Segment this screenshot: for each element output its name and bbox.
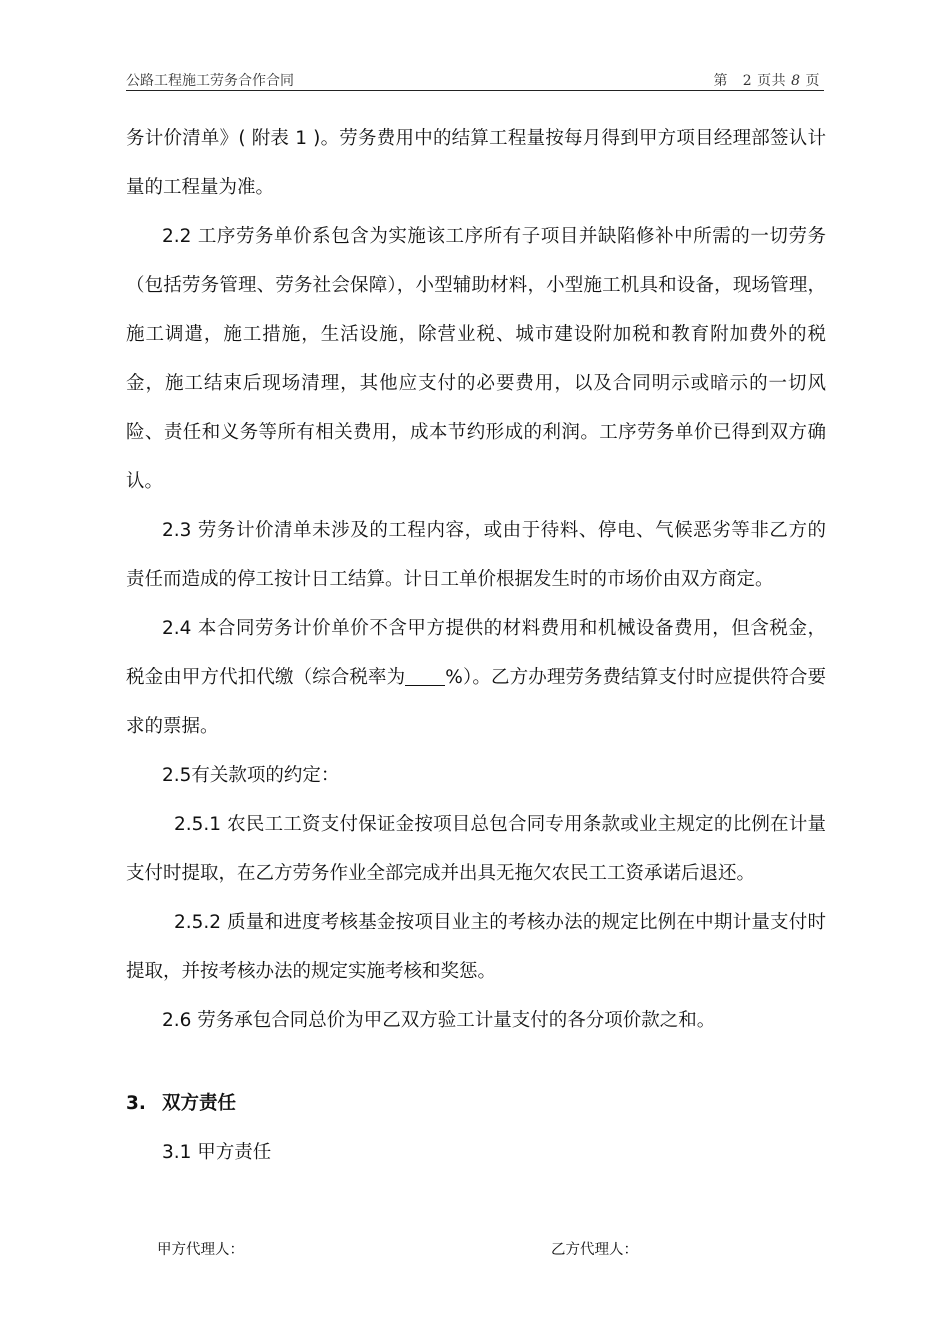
section-title: 双方责任 <box>162 1093 237 1114</box>
clause-3-1: 3.1 甲方责任 <box>162 1142 272 1163</box>
clause-2-5-1: 2.5.1 农民工工资支付保证金按项目总包合同专用条款或业主规定的比例在计量支付时提取，在乙方劳务作业全部完成并出具无拖欠农民工工资承诺后退还。 <box>126 814 826 884</box>
clause-2-6: 2.6 劳务承包合同总价为甲乙双方验工计量支付的各分项价款之和。 <box>162 1010 716 1031</box>
page-header <box>126 68 824 91</box>
header-title: 公路工程施工劳务合作合同 <box>126 73 294 89</box>
party-a-agent-label: 甲方代理人： <box>157 1242 244 1258</box>
clause-2-3: 2.3 劳务计价清单未涉及的工程内容，或由于待料、停电、气候恶劣等非乙方的责任而造成的停工按计日工结算。计日工单价根据发生时的市场价由双方商定。 <box>126 520 826 590</box>
section-number: 3. <box>126 1093 146 1114</box>
page-number: 第 2 页共 8 页 <box>713 73 820 89</box>
clause-2-2: 2.2 工序劳务单价系包含为实施该工序所有子项目并缺陷修补中所需的一切劳务（包括劳务管理、劳务社会保障），小型辅助材料，小型施工机具和设备，现场管理，施工调遣，施工措施，生活设施，除营业税、城市建设附加税和教育附加费外的税金，施工结束后现场清理，其他应支付的必要费用，以及合同明示或暗示的一切风险、责任和义务等所有相关费用，成本节约形成的利润。工序劳务单价已得到双方确认。 <box>126 226 826 492</box>
section-heading <box>126 1079 826 1128</box>
clause-2-5-2: 2.5.2 质量和进度考核基金按项目业主的考核办法的规定比例在中期计量支付时提取，并按考核办法的规定实施考核和奖惩。 <box>126 912 826 982</box>
paragraph-continued: 务计价清单》( 附表 1 )。劳务费用中的结算工程量按每月得到甲方项目经理部签认计量的工程量为准。 <box>126 128 826 198</box>
clause-2-4: 2.4 本合同劳务计价单价不含甲方提供的材料费用和机械设备费用，但含税金，税金由甲方代扣代缴（综合税率为 %）。乙方办理劳务费结算支付时应提供符合要求的票据。 <box>126 618 826 737</box>
tax-rate-blank <box>405 663 445 686</box>
document-body <box>126 114 826 1177</box>
party-b-agent-label: 乙方代理人： <box>551 1242 638 1258</box>
clause-2-5: 2.5有关款项的约定： <box>162 765 340 786</box>
